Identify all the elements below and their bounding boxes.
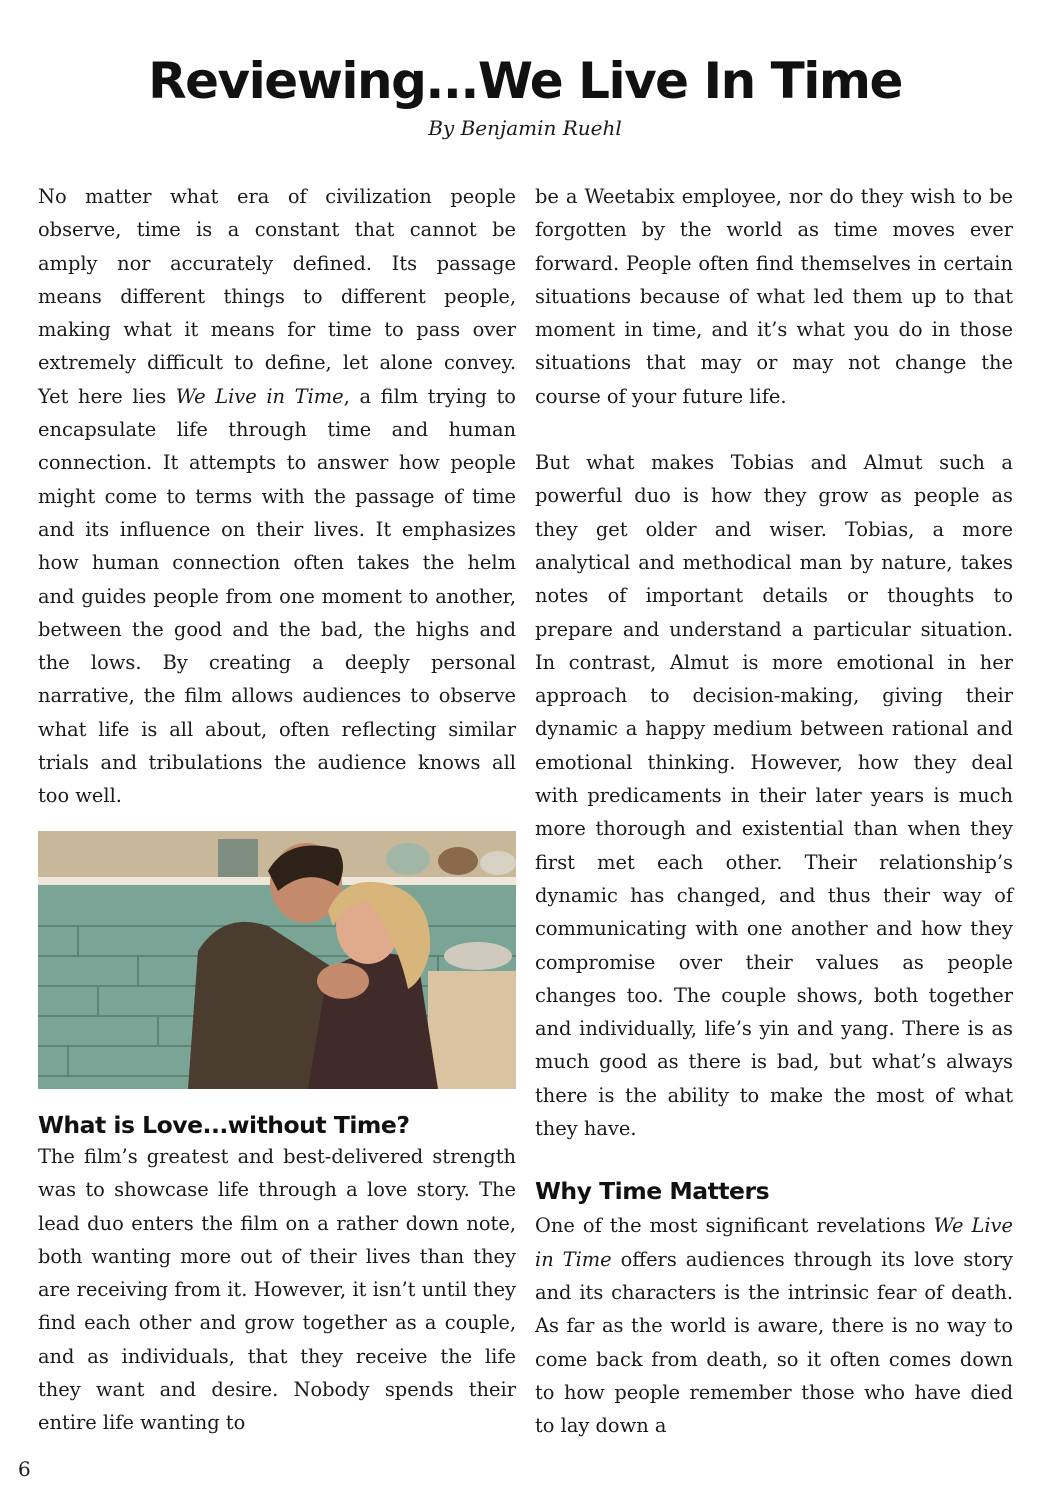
love-paragraph: The film’s greatest and best-delivered strength was to showcase life through a love story. The lead duo enters the film on a rather down note, both wanting more out of their lives than they are receiving from it. However, it isn’t until they find each other and grow together as a couple, and as individuals, that they receive the life they want and desire. Nobody spends their entire life wanting to <box>38 1145 516 1435</box>
section-love-body <box>38 1140 516 1440</box>
section-heading-love: What is Love...without Time? <box>38 1111 410 1139</box>
page-number: 6 <box>18 1457 31 1481</box>
film-still-photo <box>38 831 516 1089</box>
intro-text-after: , a film trying to encapsulate life through time and human connection. It attempts to answer how people might come to terms with the passage of time and its influence on their lives. It emphasizes how human connection often takes the helm and guides people from one moment to another, between the good and the bad, the highs and the lows. By creating a deeply personal narrative, the film allows audiences to observe what life is all about, often reflecting similar trials and tribulations the audience knows all too well. <box>38 384 516 808</box>
article-byline: By Benjamin Ruehl <box>428 116 622 140</box>
time-text-after: offers audiences through its love story and its characters is the intrinsic fear of death. As far as the world is aware, there is no way to come back from death, so it often comes down to how people remember those who have died to lay down a <box>535 1247 1013 1438</box>
right-column <box>535 180 1013 1442</box>
intro-paragraph <box>38 180 516 813</box>
film-title: We Live in Time <box>175 384 344 408</box>
time-text-before: One of the most significant revelations <box>535 1214 934 1238</box>
left-column <box>38 180 516 813</box>
left-lower-section <box>38 1110 516 1440</box>
time-paragraph <box>535 1209 1013 1442</box>
section-heading-time: Why Time Matters <box>535 1177 770 1206</box>
film-title-2: We Live in Time <box>535 1214 1013 1271</box>
right-paragraph-2: But what makes Tobias and Almut such a powerful duo is how they grow as people as they get older and wiser. Tobias, a more analytical and methodical man by nature, takes notes of important details or thoughts to prepare and understand a particular situation. In contrast, Almut is more emotional in her approach to decision-making, giving their dynamic a happy medium between rational and emotional thinking. However, how they deal with predicaments in their later years is much more thorough and existential than when they first met each other. Their relationship’s dynamic has changed, and thus their way of communicating with one another and how they compromise over their values as people changes too. The couple shows, both together and individually, life’s yin and yang. There is as much good as there is bad, but what’s always there is the ability to make the most of what they have. <box>535 451 1013 1141</box>
intro-text-before: No matter what era of civilization people observe, time is a constant that cannot be amply nor accurately defined. Its passage means different things to different people, making what it means for time to pass over extremely difficult to define, let alone convey. Yet here lies <box>38 185 516 408</box>
article-title: Reviewing...We Live In Time <box>148 52 902 110</box>
right-paragraph-1: be a Weetabix employee, nor do they wish to be forgotten by the world as time moves ever forward. People often find themselves in certain situations because of what led them up to that moment in time, and it’s what you do in those situations that may or may not change the course of your future life. <box>535 185 1013 408</box>
